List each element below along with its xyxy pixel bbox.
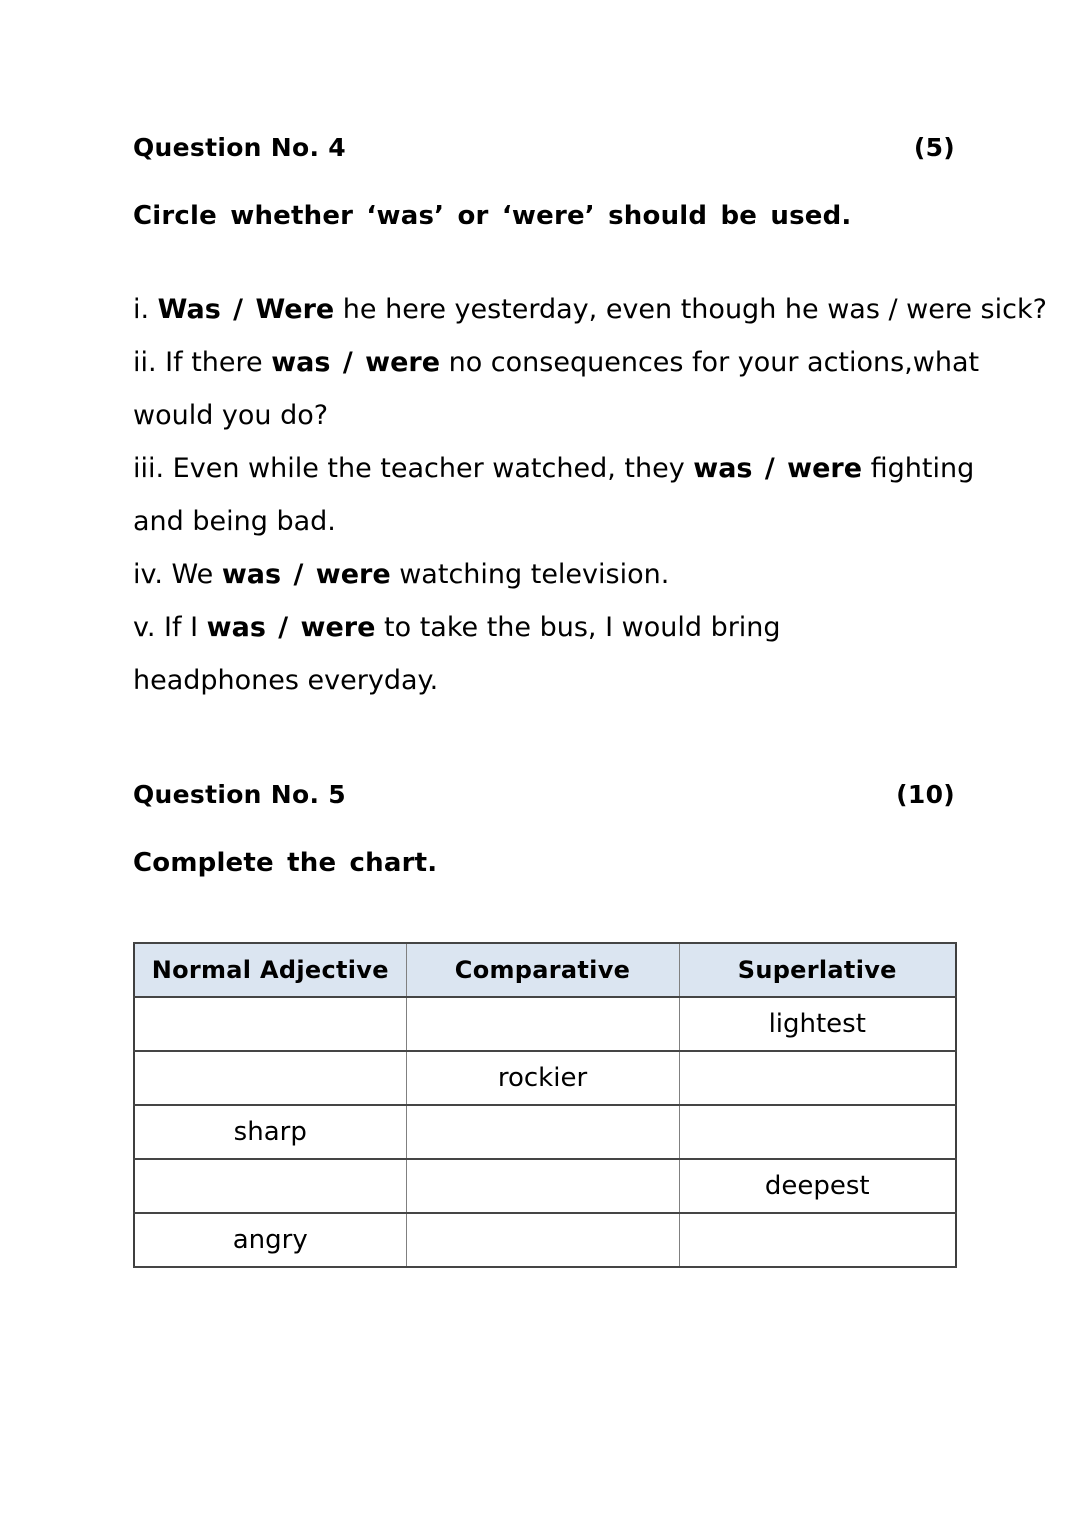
question-5-heading [133,779,955,811]
text-segment: no consequences for your actions,what [440,347,980,378]
cell-r3-comparative [406,1105,679,1159]
was-were-choice: was / were [221,559,391,590]
cell-r1-normal [134,997,406,1051]
table-row [134,1213,956,1267]
text-segment: i. [133,294,158,325]
text-segment: fighting [862,453,975,484]
header-normal-adjective: Normal Adjective [134,943,406,997]
q4-line-v-cont [133,654,955,707]
table-row [134,1159,956,1213]
cell-r1-superlative: lightest [679,997,956,1051]
header-comparative: Comparative [406,943,679,997]
table-header-row [134,943,956,997]
was-were-choice: was / were [271,347,441,378]
question-5-label: Question No. 5 [133,780,346,809]
cell-r5-normal: angry [134,1213,406,1267]
question-4-label: Question No. 4 [133,133,346,162]
cell-r5-comparative [406,1213,679,1267]
cell-r4-superlative: deepest [679,1159,956,1213]
cell-r4-comparative [406,1159,679,1213]
header-superlative: Superlative [679,943,956,997]
cell-r3-superlative [679,1105,956,1159]
question-5-instruction: Complete the chart. [133,848,438,878]
q4-line-iii [133,442,975,495]
table-row [134,1105,956,1159]
q4-line-iii-cont [133,495,955,548]
table-row [134,1051,956,1105]
cell-r1-comparative [406,997,679,1051]
q4-line-ii [133,336,980,389]
adjective-chart-table [133,942,957,1268]
text-segment: and being bad. [133,506,336,537]
was-were-choice: Was / Were [157,294,335,325]
question-4-heading [133,132,955,164]
q4-line-i [133,283,1047,336]
text-segment: v. If I [133,612,207,643]
question-4-items [133,283,1047,707]
q4-line-iv [133,548,955,601]
cell-r2-superlative [679,1051,956,1105]
table-row [134,997,956,1051]
question-5-marks: (10) [896,780,955,809]
text-segment: ii. If there [133,347,272,378]
q4-line-ii-cont [133,389,955,442]
was-were-choice: was / were [693,453,863,484]
cell-r4-normal [134,1159,406,1213]
text-segment: watching television. [390,559,670,590]
was-were-choice: was / were [206,612,376,643]
text-segment: would you do? [133,400,329,431]
q4-line-v [133,601,955,654]
text-segment: he here yesterday, even though he was / were sick? [334,294,1047,325]
text-segment: iii. Even while the teacher watched, they [133,453,694,484]
question-4-marks: (5) [913,133,955,162]
page-content [133,0,1047,1268]
text-segment: iv. We [133,559,222,590]
cell-r2-normal [134,1051,406,1105]
text-segment: to take the bus, I would bring [375,612,781,643]
cell-r5-superlative [679,1213,956,1267]
cell-r2-comparative: rockier [406,1051,679,1105]
cell-r3-normal: sharp [134,1105,406,1159]
question-4-instruction: Circle whether ‘was’ or ‘were’ should be used. [133,201,852,231]
text-segment: headphones everyday. [133,665,439,696]
